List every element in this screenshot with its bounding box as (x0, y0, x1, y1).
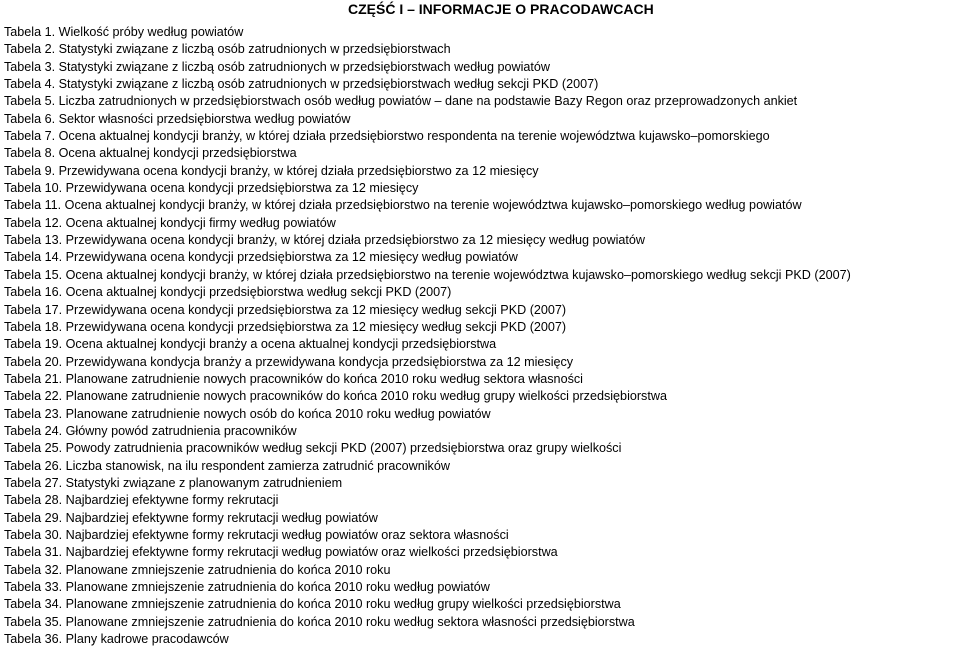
table-of-tables-list (4, 24, 851, 648)
table-entry: Tabela 9. Przewidywana ocena kondycji branży, w której działa przedsiębiorstwo za 12 miesięcy (4, 163, 539, 178)
table-entry: Tabela 26. Liczba stanowisk, na ilu respondent zamierza zatrudnić pracowników (4, 458, 450, 473)
table-entry: Tabela 3. Statystyki związane z liczbą osób zatrudnionych w przedsiębiorstwach według powiatów (4, 59, 551, 74)
table-entry: Tabela 28. Najbardziej efektywne formy rekrutacji (4, 493, 279, 508)
section-heading: CZĘŚĆ I – INFORMACJE O PRACODAWCACH (348, 1, 654, 17)
table-entry: Tabela 18. Przewidywana ocena kondycji przedsiębiorstwa za 12 miesięcy według sekcji PKD (2007) (4, 319, 567, 334)
table-entry: Tabela 8. Ocena aktualnej kondycji przedsiębiorstwa (4, 146, 297, 161)
table-entry: Tabela 34. Planowane zmniejszenie zatrudnienia do końca 2010 roku według grupy wielkości przedsiębiorstwa (4, 597, 621, 612)
table-entry: Tabela 14. Przewidywana ocena kondycji przedsiębiorstwa za 12 miesięcy według powiatów (4, 250, 518, 265)
table-entry: Tabela 19. Ocena aktualnej kondycji branży a ocena aktualnej kondycji przedsiębiorstwa (4, 337, 497, 352)
table-entry: Tabela 32. Planowane zmniejszenie zatrudnienia do końca 2010 roku (4, 562, 391, 577)
table-entry: Tabela 20. Przewidywana kondycja branży a przewidywana kondycja przedsiębiorstwa za 12 miesięcy (4, 354, 574, 369)
table-entry: Tabela 25. Powody zatrudnienia pracowników według sekcji PKD (2007) przedsiębiorstwa oraz grupy wielkości (4, 441, 622, 456)
table-entry: Tabela 4. Statystyki związane z liczbą osób zatrudnionych w przedsiębiorstwach według sekcji PKD (2007) (4, 77, 599, 92)
table-entry: Tabela 21. Planowane zatrudnienie nowych pracowników do końca 2010 roku według sektora własności (4, 371, 583, 386)
table-entry: Tabela 22. Planowane zatrudnienie nowych pracowników do końca 2010 roku według grupy wielkości przedsiębiorstwa (4, 389, 667, 404)
table-entry: Tabela 23. Planowane zatrudnienie nowych osób do końca 2010 roku według powiatów (4, 406, 491, 421)
table-entry: Tabela 6. Sektor własności przedsiębiorstwa według powiatów (4, 111, 351, 126)
table-entry: Tabela 11. Ocena aktualnej kondycji branży, w której działa przedsiębiorstwo na terenie województwa kujawsko–pomorskiego według powiatów (4, 198, 802, 213)
table-entry: Tabela 30. Najbardziej efektywne formy rekrutacji według powiatów oraz sektora własności (4, 527, 509, 542)
table-entry: Tabela 27. Statystyki związane z planowanym zatrudnieniem (4, 475, 343, 490)
table-entry: Tabela 36. Plany kadrowe pracodawców (4, 632, 229, 647)
table-entry: Tabela 15. Ocena aktualnej kondycji branży, w której działa przedsiębiorstwo na terenie województwa kujawsko–pomorskiego według sekcji PKD (2007) (4, 267, 851, 282)
table-entry: Tabela 35. Planowane zmniejszenie zatrudnienia do końca 2010 roku według sektora własności przedsiębiorstwa (4, 614, 635, 629)
table-entry: Tabela 24. Główny powód zatrudnienia pracowników (4, 423, 297, 438)
table-entry: Tabela 7. Ocena aktualnej kondycji branży, w której działa przedsiębiorstwo respondenta na terenie województwa kujawsko–pomorskiego (4, 129, 770, 144)
table-entry: Tabela 10. Przewidywana ocena kondycji przedsiębiorstwa za 12 miesięcy (4, 181, 419, 196)
table-entry: Tabela 31. Najbardziej efektywne formy rekrutacji według powiatów oraz wielkości przedsiębiorstwa (4, 545, 558, 560)
table-entry: Tabela 33. Planowane zmniejszenie zatrudnienia do końca 2010 roku według powiatów (4, 580, 490, 594)
table-entry: Tabela 13. Przewidywana ocena kondycji branży, w której działa przedsiębiorstwo za 12 miesięcy według powiatów (4, 233, 645, 248)
table-entry: Tabela 5. Liczba zatrudnionych w przedsiębiorstwach osób według powiatów – dane na podstawie Bazy Regon oraz przeprowadzonych ankiet (4, 94, 798, 109)
table-entry: Tabela 16. Ocena aktualnej kondycji przedsiębiorstwa według sekcji PKD (2007) (4, 285, 452, 300)
table-entry: Tabela 2. Statystyki związane z liczbą osób zatrudnionych w przedsiębiorstwach (4, 42, 451, 57)
table-entry: Tabela 1. Wielkość próby według powiatów (4, 25, 244, 39)
table-entry: Tabela 17. Przewidywana ocena kondycji przedsiębiorstwa za 12 miesięcy według sekcji PKD (2007) (4, 302, 567, 317)
table-entry: Tabela 12. Ocena aktualnej kondycji firmy według powiatów (4, 215, 336, 230)
table-entry: Tabela 29. Najbardziej efektywne formy rekrutacji według powiatów (4, 510, 378, 525)
